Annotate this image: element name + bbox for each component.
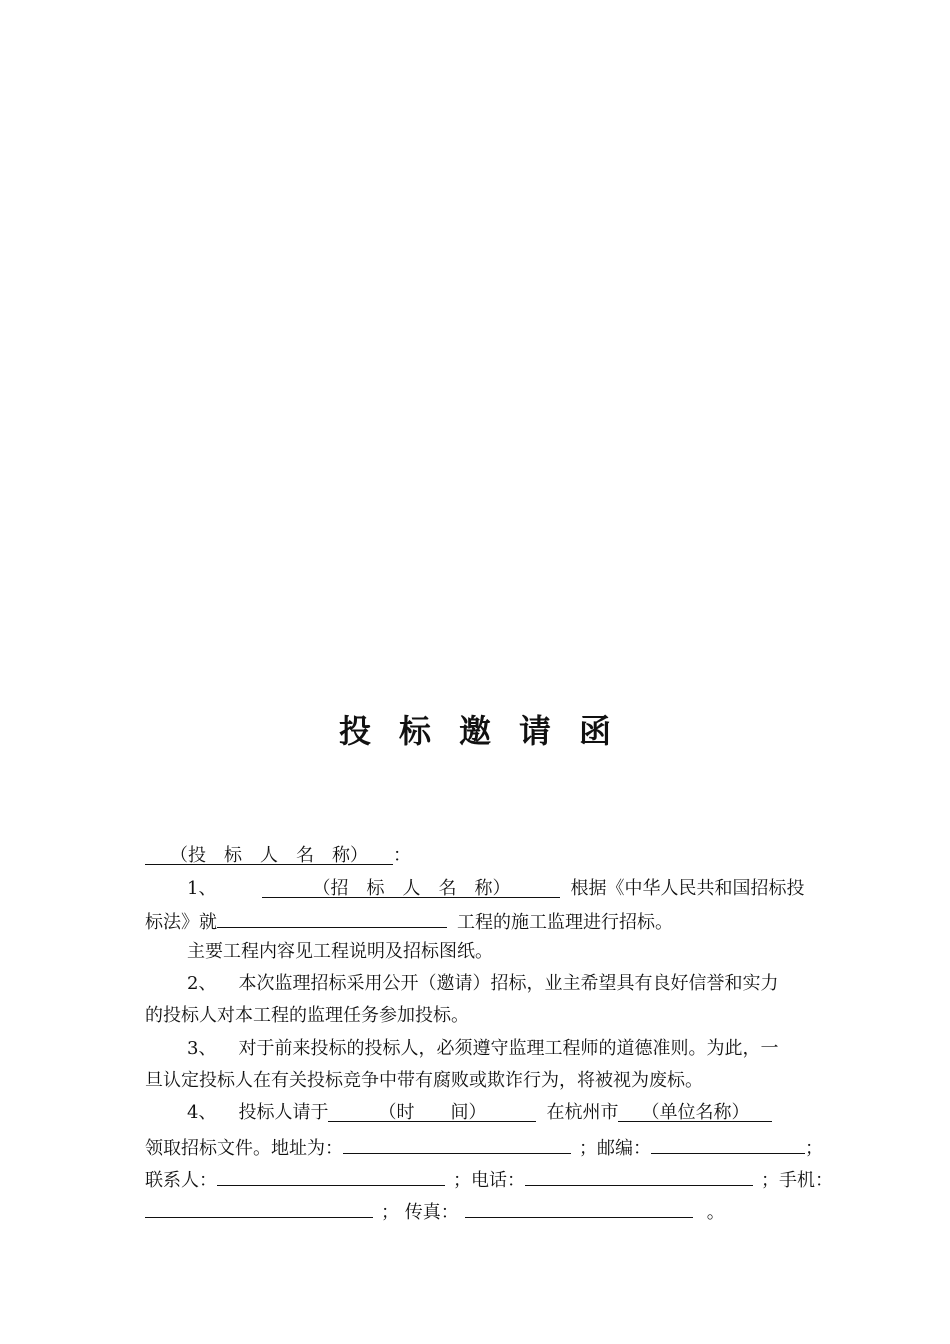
postcode-label: ；邮编： [579, 1138, 651, 1159]
unit-name-field[interactable]: （单位名称） [618, 1101, 772, 1122]
mobile-label: ；手机： [761, 1170, 833, 1191]
bidder-name-field[interactable]: （投 标 人 名 称） [145, 844, 393, 865]
title-char: 函 [579, 712, 612, 750]
salutation-suffix: ： [393, 845, 411, 866]
paragraph-4-line-2 [145, 1133, 823, 1161]
project-name-field[interactable] [217, 907, 447, 928]
paragraph-text: 根据《中华人民共和国招标投 [570, 878, 805, 899]
paragraph-number: 1、 [187, 878, 217, 899]
title-char: 标 [398, 712, 431, 750]
paragraph-text: 投标人请于 [238, 1102, 329, 1123]
title-char: 请 [519, 712, 552, 750]
paragraph-text: 领取招标文件。地址为： [145, 1138, 343, 1159]
paragraph-3-line-2 [145, 1069, 815, 1093]
phone-field[interactable] [525, 1165, 753, 1186]
paragraph-text: 本次监理招标采用公开（邀请）招标，业主希望具有良好信誉和实力 [238, 973, 779, 994]
end-mark: 。 [706, 1202, 725, 1223]
paragraph-text: 在杭州市 [546, 1102, 619, 1123]
paragraph-text: 主要工程内容见工程说明及招标图纸。 [187, 941, 493, 962]
paragraph-4-line-1 [145, 1101, 857, 1125]
title-char: 投 [338, 712, 371, 750]
fax-field[interactable] [465, 1197, 693, 1218]
phone-label: ；电话： [453, 1170, 525, 1191]
mobile-field[interactable] [145, 1197, 373, 1218]
time-field[interactable]: （时 间） [328, 1101, 536, 1122]
paragraph-1-line-2 [145, 907, 815, 935]
separator: ； [805, 1138, 823, 1159]
paragraph-4-line-3 [145, 1165, 833, 1193]
title-char: 邀 [458, 712, 491, 750]
tenderer-name-field[interactable]: （招 标 人 名 称） [262, 877, 560, 898]
postcode-field[interactable] [651, 1133, 805, 1154]
paragraph-number: 4、 [187, 1102, 217, 1123]
paragraph-2-line-2 [145, 1004, 815, 1028]
salutation-line [145, 844, 815, 868]
fax-label: ； 传真： [381, 1202, 459, 1223]
paragraph-text: 的投标人对本工程的监理任务参加投标。 [145, 1005, 469, 1026]
contact-field[interactable] [217, 1165, 445, 1186]
address-field[interactable] [343, 1133, 571, 1154]
paragraph-1b [145, 940, 857, 964]
paragraph-1-line-1 [145, 877, 857, 901]
paragraph-text: 标法》就 [145, 912, 217, 933]
paragraph-text: 旦认定投标人在有关投标竞争中带有腐败或欺诈行为，将被视为废标。 [145, 1070, 703, 1091]
paragraph-2-line-1 [145, 972, 857, 996]
paragraph-text: 工程的施工监理进行招标。 [457, 912, 673, 933]
paragraph-number: 2、 [187, 973, 217, 994]
contact-label: 联系人： [145, 1170, 217, 1191]
document-title [0, 706, 950, 752]
paragraph-4-line-4 [145, 1197, 815, 1225]
paragraph-number: 3、 [187, 1038, 217, 1059]
paragraph-3-line-1 [145, 1037, 857, 1061]
paragraph-text: 对于前来投标的投标人，必须遵守监理工程师的道德准则。为此，一 [238, 1038, 779, 1059]
